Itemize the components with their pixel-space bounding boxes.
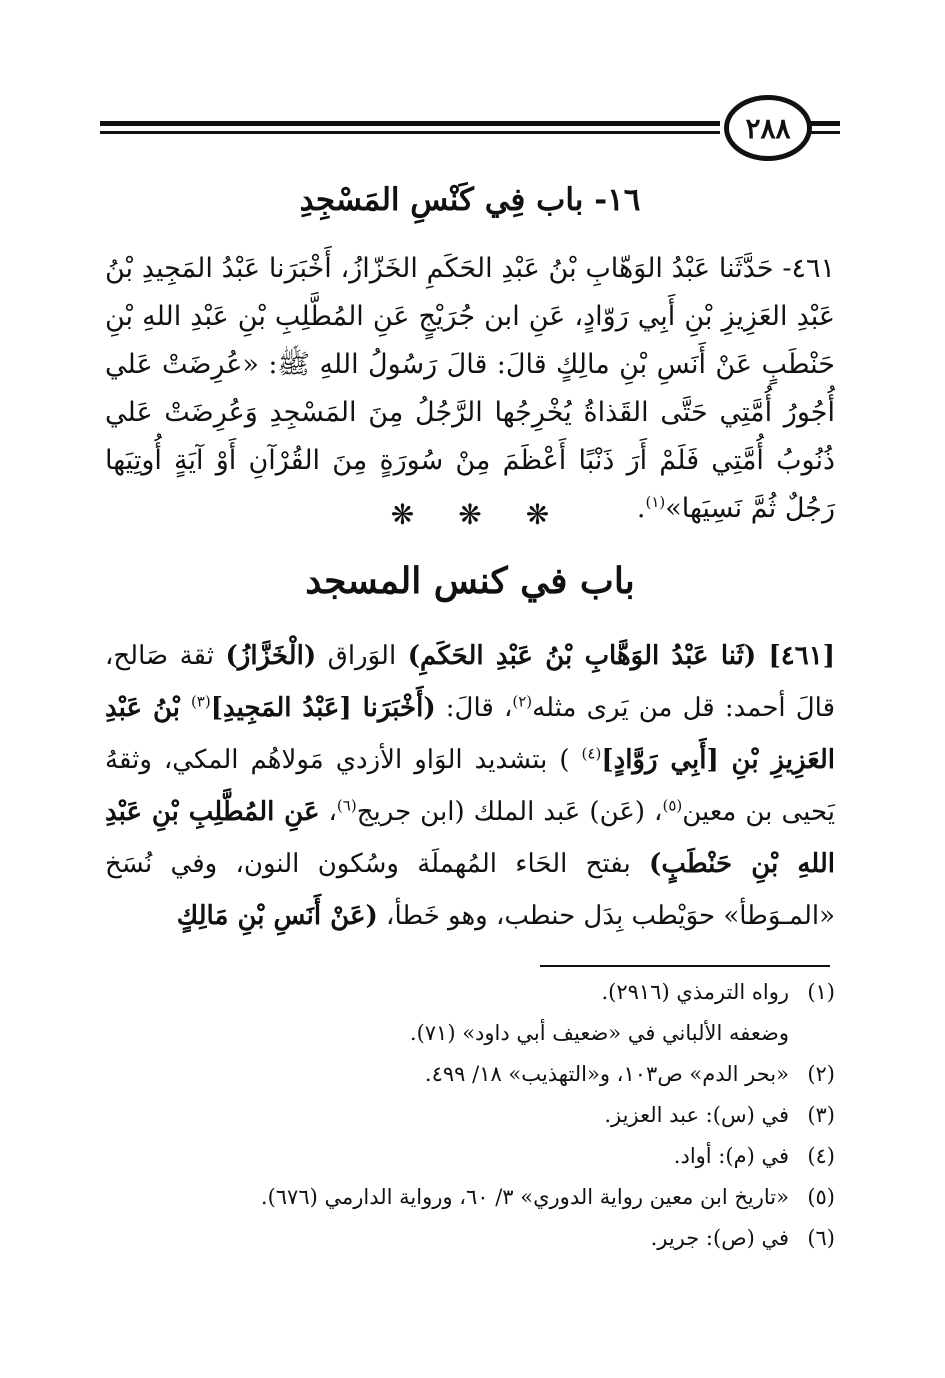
commentary-part: ثقة صَالح، قالَ أحمد: قل من يَرى مثله — [105, 641, 836, 723]
footnote-ref-5: (٥) — [662, 796, 683, 815]
footnote-item — [120, 1139, 835, 1173]
footnote-number: (٦) — [807, 1226, 835, 1250]
footnote-ref-1: (١) — [645, 493, 666, 511]
commentary-part: بْنُ عَبْدِ العَزِيزِ بْنِ [أَبِي رَوَّادٍ] — [105, 693, 835, 775]
commentary-part: ، — [319, 797, 337, 827]
commentary-part: (الْخَزَّازُ) — [225, 641, 317, 671]
footnote-text: في (م): أواد. — [673, 1144, 789, 1168]
hadith-body: ٤٦١- حَدَّثَنا عَبْدُ الوَهّابِ بْنُ عَبْدِ الحَكَمِ الخَزّازُ، أَخْبَرَنا عَبْدُ المَجِيدِ بْنُ عَبْدِ العَزِيزِ بْنِ أَبِي رَوّادٍ، عَنِ ابن جُرَيْجٍ عَنِ المُطَّلِبِ بْنِ عَبْدِ اللهِ بْنِ حَنْطَبٍ عَنْ أَنَسِ بْنِ مالِكٍ قالَ: قالَ رَسُولُ اللهِ ﷺ: «عُرِضَتْ عَلي أُجُورُ أُمَّتِي حَتَّى القَذاةُ يُخْرِجُها الرَّجُلُ مِنَ المَسْجِدِ وَعُرِضَتْ عَلي ذُنُوبُ أُمَّتِي فَلَمْ أَرَ ذَنْبًا أَعْظَمَ مِنْ سُورَةٍ مِنَ القُرْآنِ أَوْ آيَةٍ أُوتِيَها رَجُلٌ ثُمَّ نَسِيَها» — [105, 253, 835, 524]
footnote-divider — [540, 965, 830, 967]
footnote-text: في (س): عبد العزيز. — [604, 1103, 789, 1127]
footnote-number: (٤) — [807, 1144, 835, 1168]
commentary-part: ) بتشديد الوَاو الأزدي مَولاهُم المكي، وثقهُ يَحيى بن معين — [105, 745, 835, 827]
header-rule-thin — [100, 131, 720, 134]
hadith-end: . — [636, 493, 646, 524]
page-number: ٢٨٨ — [745, 111, 791, 145]
footnote-item — [120, 975, 835, 1009]
commentary-part: (عَنْ أَنَسِ بْنِ مَالِكٍ — [176, 901, 378, 931]
separator-star-icon: ❋ — [525, 498, 550, 531]
page-header — [100, 95, 840, 175]
commentary-text — [105, 630, 835, 942]
footnote-item — [120, 1221, 835, 1255]
commentary-part: ، قالَ: — [435, 693, 513, 723]
footnote-ref-3: (٣) — [190, 692, 211, 711]
footnote-number: (٥) — [807, 1185, 835, 1209]
commentary-part: الوَراق — [316, 641, 408, 671]
commentary-part: عَنِ المُطَّلِبِ بْنِ عَبْدِ اللهِ بْنِ حَنْطَبٍ) — [105, 797, 836, 879]
footnote-number: (١) — [807, 980, 835, 1004]
separator-star-icon: ❋ — [390, 498, 415, 531]
footnote-number: (٣) — [807, 1103, 835, 1127]
section-separator — [100, 498, 840, 531]
footnote-ref-2: (٢) — [512, 692, 533, 711]
footnote-item — [120, 1057, 835, 1091]
footnote-number: (٢) — [807, 1062, 835, 1086]
footnote-ref-4: (٤) — [581, 744, 602, 763]
footnotes — [120, 975, 835, 1262]
page-number-badge — [724, 95, 812, 161]
header-rule-stub-thin — [810, 131, 840, 134]
separator-star-icon: ❋ — [458, 498, 482, 531]
footnote-text: «تاريخ ابن معين رواية الدوري» ٣/ ٦٠، ورواية الدارمي (٦٧٦). — [260, 1185, 789, 1209]
footnote-ref-6: (٦) — [336, 796, 357, 815]
footnote-text: وضعفه الألباني في «ضعيف أبي داود» (٧١). — [409, 1021, 789, 1045]
footnote-continuation — [120, 1016, 835, 1050]
footnote-item — [120, 1180, 835, 1214]
hadith-text — [105, 245, 835, 533]
commentary-title: باب في كنس المسجد — [305, 560, 635, 602]
chapter-title: ١٦- باب فِي كَنْسِ المَسْجِدِ — [299, 182, 641, 218]
header-rule-thick — [100, 121, 720, 126]
commentary-part: [٤٦١] (ثَنا عَبْدُ الوَهَّابِ بْنُ عَبْدِ الحَكَمِ) — [407, 641, 836, 671]
footnote-text: في (ص): جرير. — [650, 1226, 789, 1250]
commentary-part: ، (عَن) عَبد الملك (ابن جريج — [356, 797, 663, 827]
commentary-part: بفتح الحَاء المُهملَة وسُكون النون، وفي نُسَخ «المـوَطأ» حوَيْطب بِدَل حنطب، وهو خَطأ، — [105, 849, 835, 931]
footnote-item — [120, 1098, 835, 1132]
header-rule-stub — [810, 121, 840, 126]
footnote-text: «بحر الدم» ص١٠٣، و«التهذيب» ١٨/ ٤٩٩. — [424, 1062, 789, 1086]
commentary-part: (أَخْبَرَنا [عَبْدُ المَجِيدِ] — [210, 693, 436, 723]
footnote-text: رواه الترمذي (٢٩١٦). — [601, 980, 789, 1004]
